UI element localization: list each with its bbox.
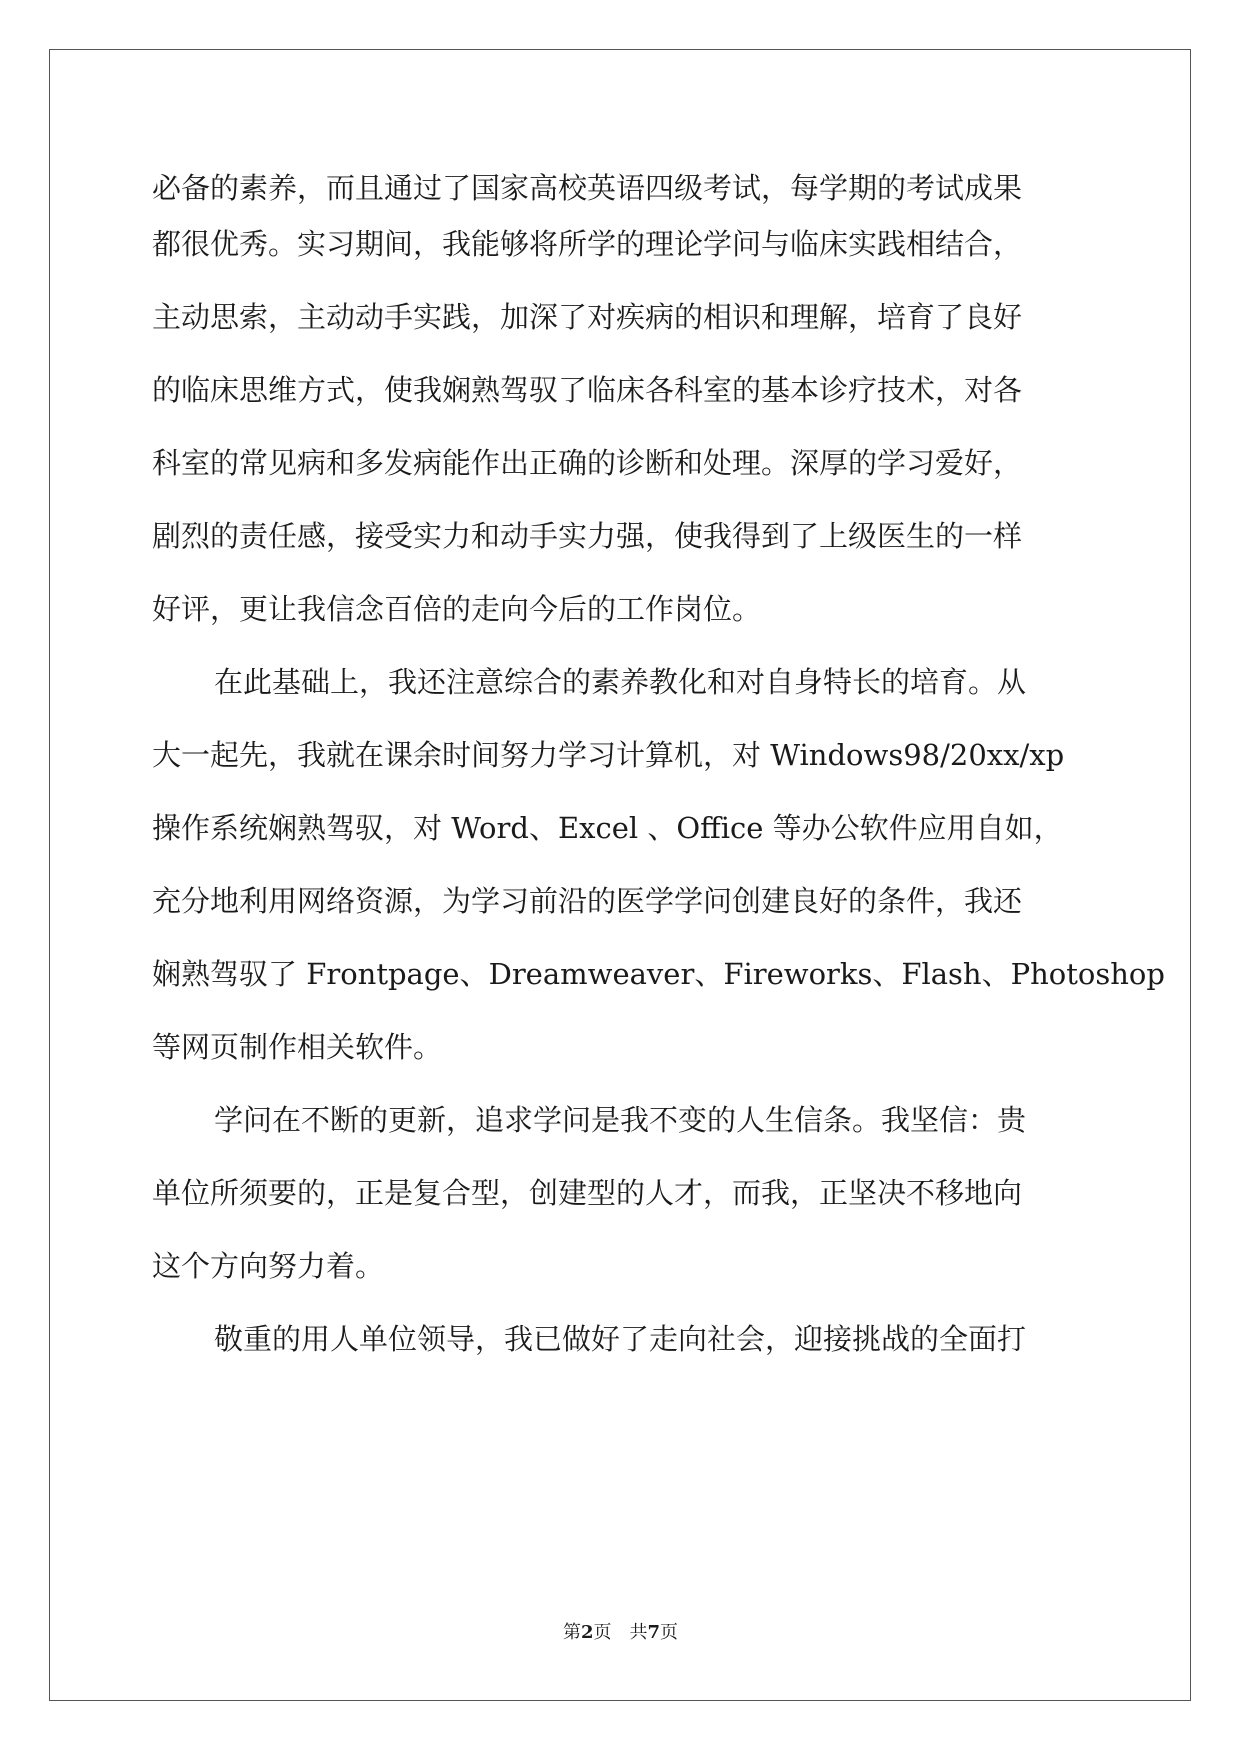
body-line: 必备的素养，而且通过了国家高校英语四级考试，每学期的考试成果 (152, 171, 1023, 205)
body-line: 大一起先，我就在课余时间努力学习计算机，对 Windows98/20xx/xp (152, 738, 1065, 772)
body-line: 单位所须要的，正是复合型，创建型的人才，而我，正坚决不移地向 (152, 1176, 1023, 1210)
total-page-number: 7 (647, 1622, 661, 1643)
body-line: 剧烈的责任感，接受实力和动手实力强，使我得到了上级医生的一样 (152, 519, 1023, 553)
body-line: 好评，更让我信念百倍的走向今后的工作岗位。 (152, 592, 762, 626)
current-page-number: 2 (580, 1622, 594, 1643)
body-line: 等网页制作相关软件。 (152, 1030, 443, 1064)
page-suffix: 页 (660, 1622, 679, 1643)
body-line: 娴熟驾驭了 Frontpage、Dreamweaver、Fireworks、Flash、Photoshop (152, 957, 1165, 991)
page-mid: 页 共 (593, 1622, 648, 1643)
body-line: 科室的常见病和多发病能作出正确的诊断和处理。深厚的学习爱好， (152, 446, 1023, 480)
body-line: 这个方向努力着。 (152, 1249, 385, 1283)
page-prefix: 第 (562, 1622, 581, 1643)
body-line: 主动思索，主动动手实践，加深了对疾病的相识和理解，培育了良好 (152, 300, 1023, 334)
body-line: 都很优秀。实习期间，我能够将所学的理论学问与临床实践相结合， (152, 227, 1023, 261)
page-number-footer (0, 1618, 1241, 1644)
body-line: 充分地利用网络资源，为学习前沿的医学学问创建良好的条件，我还 (152, 884, 1023, 918)
paragraph-first-line: 在此基础上，我还注意综合的素养教化和对自身特长的培育。从 (214, 665, 1027, 699)
body-line: 操作系统娴熟驾驭，对 Word、Excel 、Office 等办公软件应用自如， (152, 811, 1063, 845)
body-line: 的临床思维方式，使我娴熟驾驭了临床各科室的基本诊疗技术，对各 (152, 373, 1023, 407)
paragraph-first-line: 敬重的用人单位领导，我已做好了走向社会，迎接挑战的全面打 (214, 1322, 1027, 1356)
paragraph-first-line: 学问在不断的更新，追求学问是我不变的人生信条。我坚信：贵 (214, 1103, 1027, 1137)
